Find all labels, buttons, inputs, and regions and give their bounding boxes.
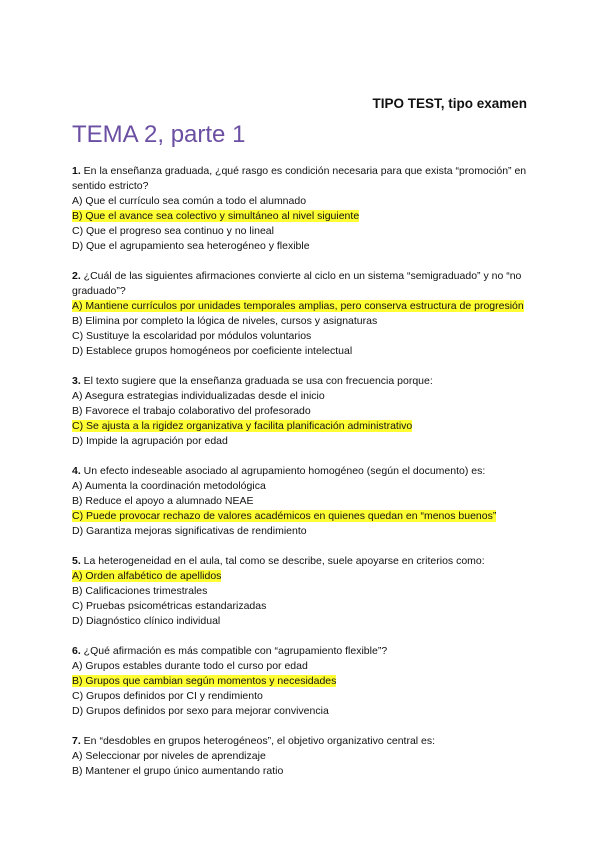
answer-option: [72, 614, 532, 629]
answer-option: [72, 389, 532, 404]
answer-option-label: A) Asegura estrategias individualizadas desde el inicio: [72, 390, 325, 402]
answer-option: [72, 599, 532, 614]
question-prompt: ¿Cuál de las siguientes afirmaciones convierte al ciclo en un sistema “semigraduado” y no “no graduado”?: [72, 270, 522, 297]
question-prompt: ¿Qué afirmación es más compatible con “agrupamiento flexible”?: [80, 645, 388, 657]
answer-option-correct: [72, 509, 532, 524]
answer-option-label: B) Elimina por completo la lógica de niveles, cursos y asignaturas: [72, 315, 378, 327]
question-number: 6.: [72, 645, 81, 657]
answer-option: [72, 689, 532, 704]
answer-option-label: D) Grupos definidos por sexo para mejorar convivencia: [72, 705, 329, 717]
question-item: [72, 644, 532, 719]
answer-option-label: B) Grupos que cambian según momentos y necesidades: [72, 675, 337, 687]
answer-option-correct: [72, 419, 532, 434]
question-prompt: En “desdobles en grupos heterogéneos”, el objetivo organizativo central es:: [80, 735, 436, 747]
question-item: [72, 164, 532, 254]
question-item: [72, 374, 532, 449]
answer-option-label: C) Puede provocar rechazo de valores académicos en quienes quedan en “menos buenos”: [72, 510, 497, 522]
answer-option-label: A) Grupos estables durante todo el curso por edad: [72, 660, 308, 672]
question-number: 5.: [72, 555, 81, 567]
answer-option-label: D) Impide la agrupación por edad: [72, 435, 228, 447]
answer-option-correct: [72, 674, 532, 689]
answer-option-label: B) Calificaciones trimestrales: [72, 585, 208, 597]
question-prompt: La heterogeneidad en el aula, tal como se describe, suele apoyarse en criterios como:: [80, 555, 485, 567]
question-prompt: Un efecto indeseable asociado al agrupamiento homogéneo (según el documento) es:: [80, 465, 486, 477]
answer-option: [72, 434, 532, 449]
answer-option: [72, 314, 532, 329]
question-number: 2.: [72, 270, 81, 282]
answer-option: [72, 584, 532, 599]
answer-option-label: A) Orden alfabético de apellidos: [72, 570, 222, 582]
question-text: [72, 374, 532, 389]
answer-option: [72, 224, 532, 239]
answer-option-label: C) Se ajusta a la rigidez organizativa y facilita planificación administrativo: [72, 420, 413, 432]
question-text: [72, 464, 532, 479]
answer-option: [72, 344, 532, 359]
question-number: 1.: [72, 165, 81, 177]
answer-option: [72, 239, 532, 254]
question-text: [72, 554, 532, 569]
answer-option: [72, 329, 532, 344]
question-number: 3.: [72, 375, 81, 387]
question-item: [72, 734, 532, 779]
answer-option: [72, 749, 532, 764]
answer-option: [72, 479, 532, 494]
answer-option-correct: [72, 569, 532, 584]
answer-option-label: B) Que el avance sea colectivo y simultáneo al nivel siguiente: [72, 210, 360, 222]
question-prompt: En la enseñanza graduada, ¿qué rasgo es condición necesaria para que exista “promoción” en sentido estricto?: [72, 165, 527, 192]
header-tag: TIPO TEST, tipo examen: [372, 96, 527, 111]
answer-option-label: A) Aumenta la coordinación metodológica: [72, 480, 266, 492]
answer-option: [72, 404, 532, 419]
answer-option-correct: [72, 209, 532, 224]
answer-option: [72, 659, 532, 674]
question-item: [72, 464, 532, 539]
question-text: [72, 269, 532, 299]
answer-option: [72, 194, 532, 209]
question-item: [72, 554, 532, 629]
answer-option-label: D) Que el agrupamiento sea heterogéneo y flexible: [72, 240, 310, 252]
question-text: [72, 644, 532, 659]
question-text: [72, 164, 532, 194]
answer-option-label: C) Pruebas psicométricas estandarizadas: [72, 600, 267, 612]
answer-option-label: C) Grupos definidos por CI y rendimiento: [72, 690, 263, 702]
answer-option-label: B) Reduce el apoyo a alumnado NEAE: [72, 495, 254, 507]
answer-option-label: D) Garantiza mejoras significativas de rendimiento: [72, 525, 307, 537]
answer-option-label: C) Que el progreso sea continuo y no lineal: [72, 225, 274, 237]
answer-option-label: B) Favorece el trabajo colaborativo del profesorado: [72, 405, 311, 417]
answer-option-label: A) Mantiene currículos por unidades temporales amplias, pero conserva estructura de progresión: [72, 300, 524, 312]
answer-option: [72, 494, 532, 509]
answer-option-label: C) Sustituye la escolaridad por módulos voluntarios: [72, 330, 312, 342]
answer-option-label: D) Diagnóstico clínico individual: [72, 615, 221, 627]
question-number: 4.: [72, 465, 81, 477]
answer-option-correct: [72, 299, 532, 314]
question-list: [72, 164, 532, 794]
page-title: TEMA 2, parte 1: [72, 121, 246, 148]
answer-option-label: D) Establece grupos homogéneos por coeficiente intelectual: [72, 345, 353, 357]
question-text: [72, 734, 532, 749]
answer-option: [72, 524, 532, 539]
answer-option-label: A) Seleccionar por niveles de aprendizaje: [72, 750, 266, 762]
answer-option-label: A) Que el currículo sea común a todo el alumnado: [72, 195, 307, 207]
question-prompt: El texto sugiere que la enseñanza graduada se usa con frecuencia porque:: [80, 375, 433, 387]
answer-option: [72, 704, 532, 719]
answer-option: [72, 764, 532, 779]
question-number: 7.: [72, 735, 81, 747]
question-item: [72, 269, 532, 359]
answer-option-label: B) Mantener el grupo único aumentando ratio: [72, 765, 284, 777]
